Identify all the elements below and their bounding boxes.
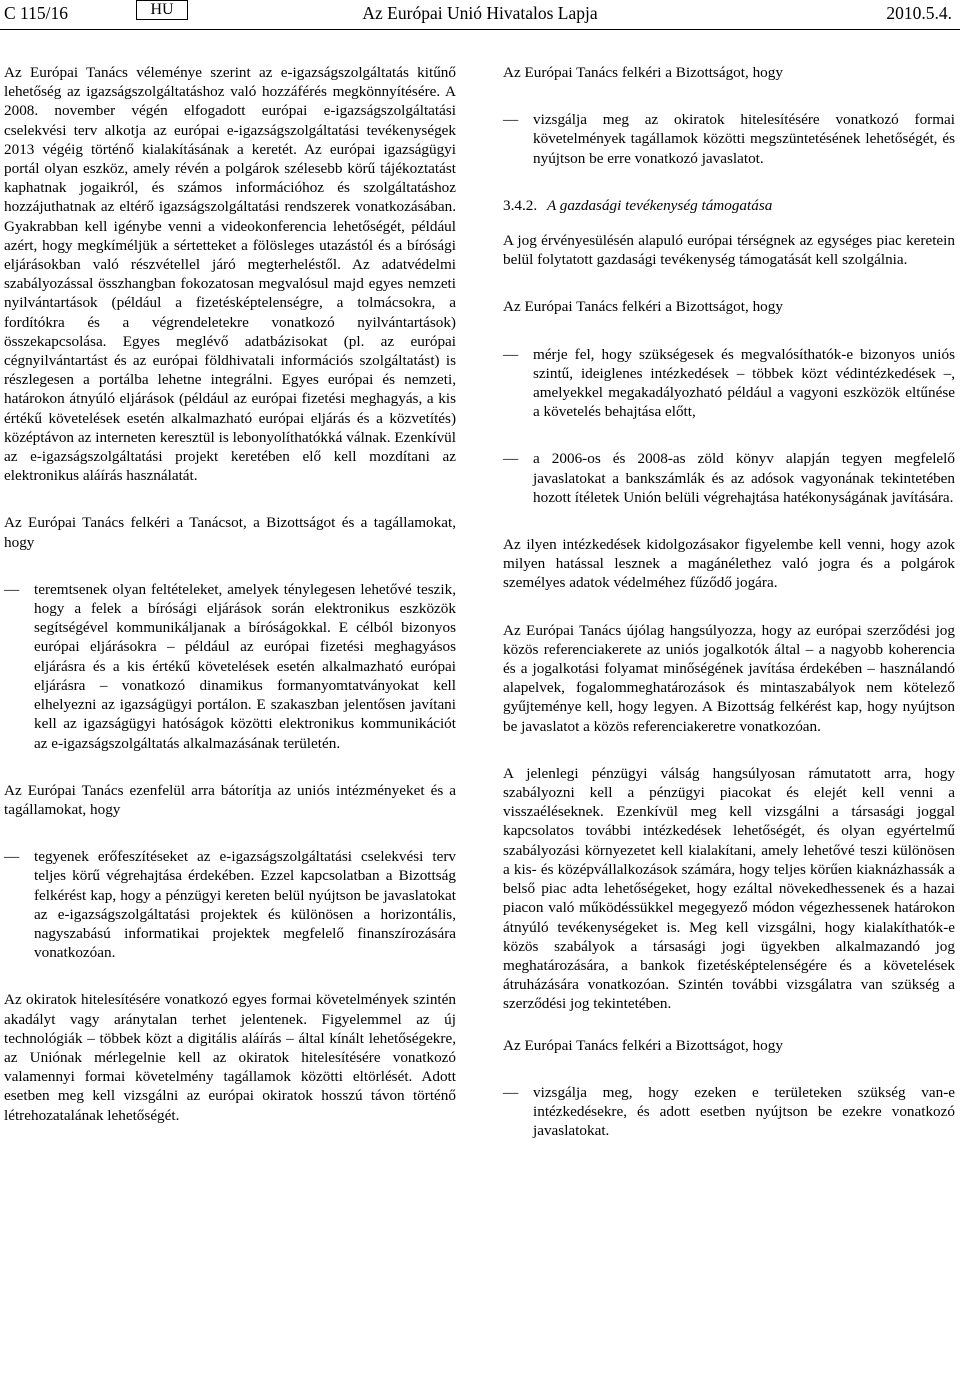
paragraph-economic-activity: A jog érvényesülésén alapuló európai térségnek az egységes piac keretein belül folytatott gazdasági tevékenység támogatását kell szolgálnia. xyxy=(503,232,955,269)
paragraph-invitation-council: Az Európai Tanács felkéri a Tanácsot, a Bizottságot és a tagállamokat, hogy xyxy=(4,514,456,551)
paragraph-invitation-commission-1: Az Európai Tanács felkéri a Bizottságot, hogy xyxy=(503,64,783,81)
header-rule xyxy=(0,29,960,30)
paragraph-invitation-commission-2: Az Európai Tanács felkéri a Bizottságot, hogy xyxy=(503,298,783,316)
dash-item-action-plan: — tegyenek erőfeszítéseket az e-igazságszolgáltatási cselekvési terv teljes körű végrehajtása érdekében. Ezzel kapcsolatban a Bizottság felkérést kap, hogy a pénzügyi kereten belül nyújtson be javaslatokat az e-igazságszolgáltatási projektek és különösen a horizontális, nagyszabású informatikai projektek megfelelő finanszírozására vonatkozóan. xyxy=(4,847,456,962)
dash-item-electronic-communication: — teremtsenek olyan feltételeket, amelyek ténylegesen lehetővé teszik, hogy a felek a bírósági eljárások során elektronikus eszközök segítségével kommunikáljanak a bíróságokkal. E célból bizonyos európai eljárásokra – például az európai fizetési meghagyásos eljárásra és a kis értékű követelések esetén alkalmazható európai eljárásra – vonatkozó dinamikus formanyomtatványokat kell elhelyezni az igazságügyi portálon. E szakaszban jelentősen javítani kell az igazságügyi hatóságok közötti elektronikus kommunikációt az e-igazságszolgáltatás alkalmazásának területén. xyxy=(4,580,456,753)
publication-date: 2010.5.4. xyxy=(886,3,952,23)
page-header xyxy=(0,0,960,30)
paragraph-authentication: Az okiratok hitelesítésére vonatkozó egyes formai követelmények szintén akadályt vagy aránytalan terhet jelentenek. Figyelemmel az új technológiák – többek közt a digitális aláírás – által kínált lehetőségekre, az Uniónak mérlegelnie kell az okiratok hitelesítésére vonatkozó valamennyi formai követelmény tagállamok közötti eltörlését. Adott esetben meg kell vizsgálni az európai okiratok hosszú távon történő létrehozatalának lehetőségét. xyxy=(4,991,456,1124)
dash-item-examine-measures: — vizsgálja meg, hogy ezeken e területeken szükség van-e intézkedésekre, és adott esetben nyújtson be ezekre vonatkozó javaslatokat. xyxy=(503,1083,955,1141)
paragraph-contract-law: Az Európai Tanács újólag hangsúlyozza, hogy az európai szerződési jog közös referenciakerete az uniós jogalkotók által – a nagyobb koherencia és a jogalkotási folyamat minőségének javítása érdekében – használandó alapelvek, fogalommeghatározások és mintaszabályok nem kötelező gyűjteménye kell, hogy legyen. A Bizottság felkérést kap, hogy nyújtson be javaslatot a közös referenciakeretre vonatkozóan. xyxy=(503,621,955,735)
paragraph-encouragement: Az Európai Tanács ezenfelül arra bátorítja az uniós intézményeket és a tagállamokat, hogy xyxy=(4,781,456,818)
paragraph-financial-crisis: A jelenlegi pénzügyi válság hangsúlyosan rámutatott arra, hogy szabályozni kell a pénzügyi piacokat és elejét kell venni a visszaéléseknek. Ezenkívül meg kell vizsgálni a társasági joggal kapcsolatos további intézkedések lehetőségét, és olyan egyértelmű szabályozási környezetet kell kialakítani, amely lehetővé teszi különösen a kis- és középvállalkozások számára, hogy teljes körűen kiaknázhassák a belső piac adta lehetőségeket, hogy ezáltal növekedhessenek és a hazai piacon való működéssükkel megegyező módon végezhessenek határokon átnyúló tevékenységeket is. Meg kell vizsgálni, hogy kialakíthatók-e közös szabályok a társasági jogi ügyekben alkalmazandó jog meghatározására, a bankok fizetésképtelenségére és a követelések átruházására vonatkozóan. Szintén további vizsgálatra van szükség a szerződési jog tekintetében. xyxy=(503,764,955,1013)
page-reference: C 115/16 xyxy=(4,3,69,23)
dash-item-green-paper: — a 2006-os és 2008-as zöld könyv alapján tegyen megfelelő javaslatokat a bankszámlák és az adósok vagyonának tekintetében hozott ítéletek Unión belüli végrehajtása hatékonyságának javítására. xyxy=(503,449,955,507)
section-title: A gazdasági tevékenység támogatása xyxy=(546,196,773,214)
paragraph-invitation-commission-3: Az Európai Tanács felkéri a Bizottságot, hogy xyxy=(503,1036,783,1054)
journal-title: Az Európai Unió Hivatalos Lapja xyxy=(362,3,598,23)
paragraph-e-justice: Az Európai Tanács véleménye szerint az e-igazságszolgáltatás kitűnő lehetőség az igazságszolgáltatáshoz való hozzáférés megkönnyítésére. A 2008. november végén elfogadott európai e-igazságszolgáltatási cselekvési terv alkotja az európai e-igazságszolgáltatási tevékenységek 2013 végéig történő kialakításának a keretét. Az európai igazságügyi portál olyan eszköz, amely révén a polgárok szélesebb körű tájékoztatást kaphatnak jogaikról, és számos információhoz és szolgáltatáshoz hozzájuthatnak az eltérő igazságszolgáltatási rendszerek vonatkozásában. Gyakrabban kell igénybe venni a videokonferencia lehetőségét, például azért, hogy megkíméljük a sértetteket a fölösleges utazástól és a bírósági eljárásokban való részvétellel járó megterheléstől. Az adatvédelmi szabályozással összhangban fokozatosan megvalósul majd egyes nemzeti nyilvántartások (például a fizetésképtelenségre, a tolmácsokra, a fordítókra és a végrendeletekre vonatkozó nyilvántartások) összekapcsolása. Egyes meglévő adatbázisokat (pl. az európai cégnyilvántartást és az európai földhivatali információs szolgáltatást) is részlegesen a portálba lehetne integrálni. Egyes európai és nemzeti, határokon átnyúló eljárások (például az európai fizetési meghagyás, a kis értékű követelések esetén alkalmazható európai eljárás és a közvetítés) középtávon az interneten keresztül is lebonyolíthatókká válnak. Ezenkívül az e-igazságszolgáltatási projekt keretében elő kell mozdítani az elektronikus aláírás használatát. xyxy=(4,64,456,485)
left-column xyxy=(4,63,456,1153)
section-number: 3.4.2. xyxy=(503,196,538,214)
section-heading xyxy=(503,196,955,215)
paragraph-privacy: Az ilyen intézkedések kidolgozásakor figyelembe kell venni, hogy azok milyen hatással lesznek a magánélethez való jogra és a polgárok személyes adatok védelméhez fűződő jogára. xyxy=(503,536,955,592)
language-badge: HU xyxy=(136,0,188,20)
dash-item-authentication: — vizsgálja meg az okiratok hitelesítésére vonatkozó formai követelmények tagállamok közötti megszüntetésének lehetőségét, és nyújtson be erre vonatkozó javaslatot. xyxy=(503,110,955,168)
right-column xyxy=(503,63,955,1168)
dash-item-provisional-measures: — mérje fel, hogy szükségesek és megvalósíthatók-e bizonyos uniós szintű, ideiglenes intézkedések – többek közt védintézkedések –, amelyekkel megakadályozható például a vagyoni eszközök eltűnése a követelés behajtása előtt, xyxy=(503,345,955,422)
